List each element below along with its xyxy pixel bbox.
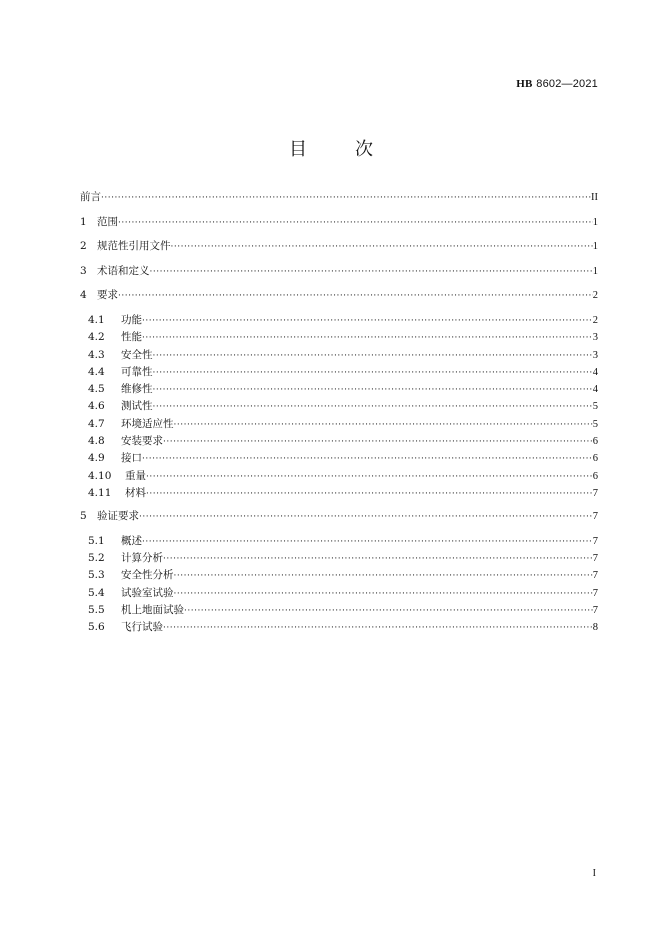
toc-entry[interactable]: [80, 485, 598, 502]
toc-entry[interactable]: [80, 550, 598, 567]
toc-entry-number: 4.7: [88, 417, 105, 430]
toc-entry-number: 5.2: [88, 552, 105, 565]
toc-leader-dots: [142, 333, 593, 343]
toc-entry[interactable]: [80, 398, 598, 415]
toc-entry-label: 测试性: [121, 400, 153, 413]
toc-entry-number: 4.5: [88, 383, 105, 396]
toc-entry-number: 4.9: [88, 452, 105, 465]
toc-leader-dots: [153, 351, 593, 361]
toc-entry-number: 5.1: [88, 534, 105, 547]
toc-entry-page: 7: [592, 570, 598, 582]
toc-entry-number: 4.2: [88, 331, 105, 344]
toc-entry[interactable]: [80, 567, 598, 584]
title-char-right: 次: [355, 139, 373, 160]
toc-leader-dots: [142, 316, 593, 326]
toc-entry-label: 重量: [125, 469, 146, 482]
toc-entry[interactable]: [80, 450, 598, 467]
toc-entry-page: 1: [592, 265, 598, 277]
standard-prefix: HB: [516, 78, 533, 90]
toc-entry-label: 安全性: [121, 348, 153, 361]
toc-leader-dots: [153, 385, 593, 395]
toc-entry-label: 概述: [121, 534, 142, 547]
toc-entry-page: 7: [592, 487, 598, 499]
toc-entry[interactable]: [80, 585, 598, 602]
toc-entry-number: 5.6: [88, 621, 105, 634]
title-char-left: 目: [289, 139, 307, 160]
toc-leader-dots: [101, 193, 591, 203]
toc-leader-dots: [184, 606, 593, 616]
toc-leader-dots: [174, 420, 593, 430]
toc-entry[interactable]: [80, 312, 598, 329]
toc-leader-dots: [171, 242, 593, 252]
toc-entry-label: 验证要求: [97, 510, 139, 523]
toc-entry-number: 4: [80, 289, 87, 302]
toc-leader-dots: [142, 454, 593, 464]
toc-entry-number: 4.1: [88, 313, 105, 326]
toc-entry[interactable]: [80, 433, 598, 450]
toc-leader-dots: [163, 437, 593, 447]
toc-entry-number: 5.3: [88, 569, 105, 582]
toc-entry-page: 7: [592, 553, 598, 565]
toc-entry-page: 4: [592, 384, 598, 396]
toc-entry-label: 安全性分析: [121, 569, 174, 582]
toc-entry-number: 3: [80, 264, 87, 277]
toc-leader-dots: [118, 218, 593, 228]
toc-entry-label: 可靠性: [121, 365, 153, 378]
toc-entry-number: 1: [80, 215, 87, 228]
toc-entry-label: 要求: [97, 289, 118, 302]
toc-leader-dots: [163, 623, 593, 633]
toc-entry[interactable]: [80, 287, 598, 312]
toc-entry[interactable]: [80, 602, 598, 619]
toc-entry[interactable]: [80, 468, 598, 485]
toc-entry[interactable]: [80, 416, 598, 433]
toc-entry-label: 安装要求: [121, 435, 163, 448]
toc-leader-dots: [142, 537, 593, 547]
toc-entry-page: 2: [592, 314, 598, 326]
toc-entry[interactable]: [80, 214, 598, 239]
toc-leader-dots: [174, 571, 593, 581]
toc-entry-page: II: [591, 192, 598, 203]
toc-entry[interactable]: [80, 329, 598, 346]
toc-entry-page: 8: [592, 622, 598, 634]
toc-entry-page: 5: [592, 401, 598, 413]
toc-entry-number: 4.3: [88, 348, 105, 361]
toc-entry[interactable]: [80, 263, 598, 288]
toc-leader-dots: [139, 512, 593, 522]
toc-entry-page: 2: [592, 290, 598, 302]
toc-entry-number: 5: [80, 510, 87, 523]
toc-entry-label: 规范性引用文件: [97, 240, 171, 253]
toc-entry-page: 7: [592, 605, 598, 617]
toc-entry-number: 4.8: [88, 435, 105, 448]
toc-entry-label: 性能: [121, 331, 142, 344]
toc-entry-label: 范围: [97, 215, 118, 228]
toc-entry-number: 4.10: [88, 469, 112, 482]
toc-entry-page: 7: [592, 587, 598, 599]
toc-entry[interactable]: [80, 508, 598, 533]
page-title: [0, 135, 662, 161]
toc-entry-label: 机上地面试验: [121, 604, 184, 617]
toc-entry-number: 4.4: [88, 365, 105, 378]
toc-entry-number: 4.11: [88, 486, 112, 499]
table-of-contents: [80, 189, 598, 637]
toc-entry-label: 维修性: [121, 383, 153, 396]
standard-code: [516, 77, 598, 90]
toc-leader-dots: [150, 267, 593, 277]
toc-leader-dots: [153, 368, 593, 378]
toc-entry[interactable]: [80, 347, 598, 364]
toc-entry[interactable]: [80, 189, 598, 214]
toc-entry-number: 5.4: [88, 586, 105, 599]
toc-entry-page: 6: [592, 436, 598, 448]
toc-entry-page: 7: [592, 535, 598, 547]
toc-entry[interactable]: [80, 619, 598, 636]
toc-entry[interactable]: [80, 533, 598, 550]
toc-entry-page: 1: [592, 216, 598, 228]
toc-entry-page: 6: [592, 453, 598, 465]
toc-entry[interactable]: [80, 381, 598, 398]
page-number: I: [592, 868, 596, 879]
toc-entry-label: 功能: [121, 313, 142, 326]
toc-entry-label: 飞行试验: [121, 621, 163, 634]
toc-leader-dots: [174, 589, 593, 599]
toc-entry-page: 1: [592, 241, 598, 253]
toc-entry-label: 环境适应性: [121, 417, 174, 430]
toc-entry-label: 前言: [80, 191, 101, 203]
toc-entry-label: 材料: [125, 486, 146, 499]
toc-leader-dots: [153, 402, 593, 412]
toc-entry-page: 3: [592, 349, 598, 361]
toc-entry[interactable]: [80, 364, 598, 381]
toc-entry-label: 计算分析: [121, 552, 163, 565]
toc-entry-label: 术语和定义: [97, 264, 150, 277]
toc-entry-number: 2: [80, 240, 87, 253]
standard-number: 8602—2021: [536, 78, 598, 90]
toc-entry-page: 7: [592, 511, 598, 523]
toc-leader-dots: [118, 291, 593, 301]
toc-entry-label: 试验室试验: [121, 586, 174, 599]
toc-entry-page: 4: [592, 366, 598, 378]
toc-entry-number: 4.6: [88, 400, 105, 413]
toc-leader-dots: [146, 489, 593, 499]
toc-entry-page: 6: [592, 470, 598, 482]
toc-leader-dots: [146, 472, 593, 482]
toc-entry[interactable]: [80, 238, 598, 263]
toc-entry-label: 接口: [121, 452, 142, 465]
toc-entry-number: 5.5: [88, 604, 105, 617]
toc-leader-dots: [163, 554, 593, 564]
toc-entry-page: 5: [592, 418, 598, 430]
toc-entry-page: 3: [592, 332, 598, 344]
